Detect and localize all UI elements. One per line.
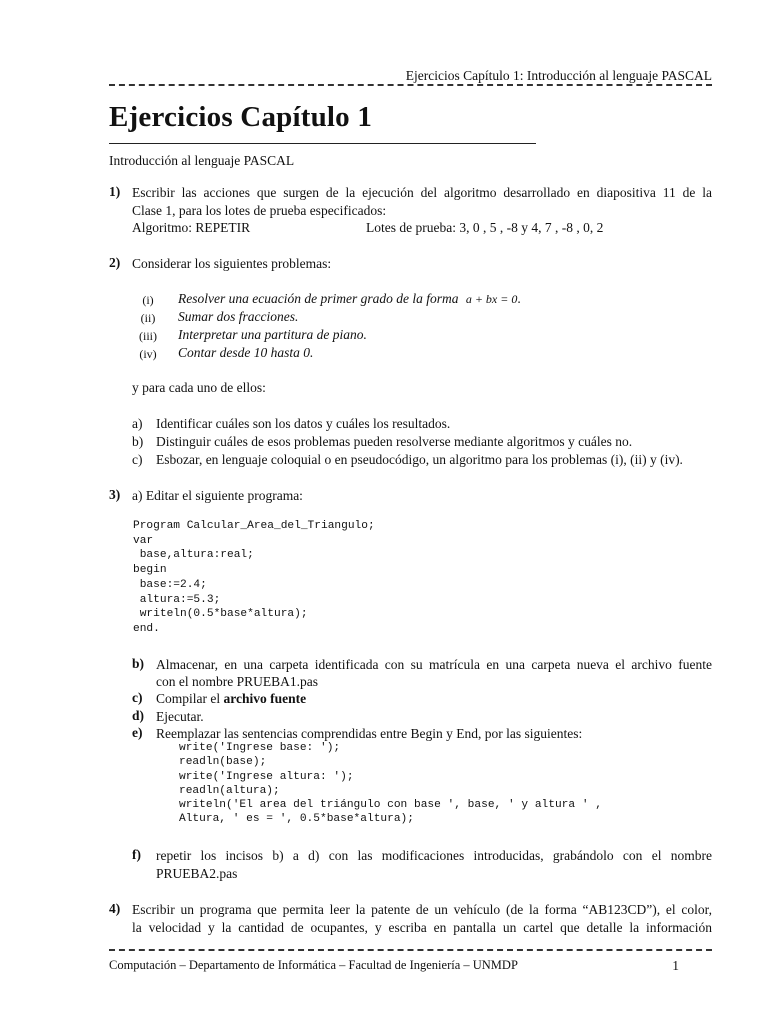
- page-title: Ejercicios Capítulo 1: [109, 101, 373, 133]
- exercise-1-line-2: Clase 1, para los lotes de prueba especificados:: [132, 203, 387, 218]
- page-subtitle: Introducción al lenguaje PASCAL: [109, 153, 295, 168]
- task-text: Esbozar, en lenguaje coloquial o en pseudocódigo, un algoritmo para los problemas (i), (ii) y (iv).: [156, 452, 683, 467]
- exercise-3-e-text: Reemplazar las sentencias comprendidas entre Begin y End, por las siguientes:: [156, 726, 583, 741]
- exercise-3-e-letter: e): [132, 725, 143, 740]
- equation-period: .: [517, 291, 521, 306]
- exercise-4-number: 4): [109, 901, 121, 916]
- header-divider: [109, 84, 712, 86]
- task-text: Identificar cuáles son los datos y cuáles los resultados.: [156, 416, 451, 431]
- exercise-1-number: 1): [109, 184, 121, 199]
- title-underline: [109, 143, 536, 144]
- exercise-4-line-2: la velocidad y la cantidad de ocupantes, y escriba en pantalla un cartel que detalle la información: [132, 920, 712, 935]
- exercise-2-foreach: y para cada uno de ellos:: [132, 380, 266, 395]
- exercise-2-number: 2): [109, 255, 121, 270]
- page-number: 1: [672, 958, 679, 973]
- problem-roman: (ii): [140, 311, 156, 325]
- exercise-2-intro: Considerar los siguientes problemas:: [132, 256, 332, 271]
- pascal-program-code: Program Calcular_Area_del_Triangulo; var base,altura:real; begin base:=2.4; altura:=5.3; writeln(0.5*base*altura); end.: [133, 520, 375, 635]
- exercise-1-algorithm: Algoritmo: REPETIR: [132, 220, 251, 235]
- footer-text: Computación – Departamento de Informática – Facultad de Ingeniería – UNMDP: [109, 958, 518, 972]
- task-letter: a): [132, 416, 143, 431]
- problem-roman: (iv): [139, 347, 157, 361]
- exercise-3-c-letter: c): [132, 690, 143, 705]
- task-letter: c): [132, 452, 143, 467]
- exercise-3-number: 3): [109, 487, 121, 502]
- task-text: Distinguir cuáles de esos problemas pueden resolverse mediante algoritmos y cuáles no.: [156, 434, 633, 449]
- exercise-3-a-text: a) Editar el siguiente programa:: [132, 488, 303, 503]
- problem-roman: (iii): [139, 329, 157, 343]
- exercise-1-test-lots: Lotes de prueba: 3, 0 , 5 , -8 y 4, 7 , -8 , 0, 2: [366, 220, 604, 235]
- problem-text: Contar desde 10 hasta 0.: [178, 345, 314, 360]
- exercise-3-b-line-1: Almacenar, en una carpeta identificada con su matrícula en una carpeta nueva el archivo fuente: [156, 657, 712, 672]
- exercise-3-d-letter: d): [132, 708, 145, 723]
- exercise-3-b-letter: b): [132, 656, 145, 671]
- exercise-3-f-letter: f): [132, 847, 141, 862]
- equation: a + bx = 0: [465, 292, 518, 306]
- exercise-3-b-line-2: con el nombre PRUEBA1.pas: [156, 674, 318, 689]
- replacement-code: write('Ingrese base: '); readln(base); write('Ingrese altura: '); readln(altura); writeln('El area del triángulo con base ', base, ' y altura ' , Altura, ' es = ', 0.5*base*altura);: [179, 742, 602, 826]
- problem-roman: (i): [142, 293, 154, 307]
- footer-divider: [109, 949, 712, 951]
- problem-text: [178, 290, 521, 308]
- exercise-4-line-1: Escribir un programa que permita leer la patente de un vehículo (de la forma “AB123CD”), el color,: [132, 902, 712, 917]
- exercise-3-c-text: [156, 690, 306, 708]
- running-header: Ejercicios Capítulo 1: Introducción al lenguaje PASCAL: [405, 68, 712, 83]
- problem-text: Sumar dos fracciones.: [178, 309, 299, 324]
- c-bold: archivo fuente: [223, 691, 307, 706]
- task-letter: b): [132, 434, 144, 449]
- exercise-1-line-1: Escribir las acciones que surgen de la ejecución del algoritmo desarrollado en diapositiva 11 de la: [132, 185, 712, 200]
- exercise-3-f-line-2: PRUEBA2.pas: [156, 866, 238, 881]
- exercise-3-d-text: Ejecutar.: [156, 709, 204, 724]
- problem-text-content: Resolver una ecuación de primer grado de la forma: [178, 291, 459, 306]
- c-text: Compilar el: [156, 691, 224, 706]
- problem-text: Interpretar una partitura de piano.: [178, 327, 367, 342]
- exercise-3-f-line-1: repetir los incisos b) a d) con las modificaciones introducidas, grabándolo con el nombre: [156, 848, 712, 863]
